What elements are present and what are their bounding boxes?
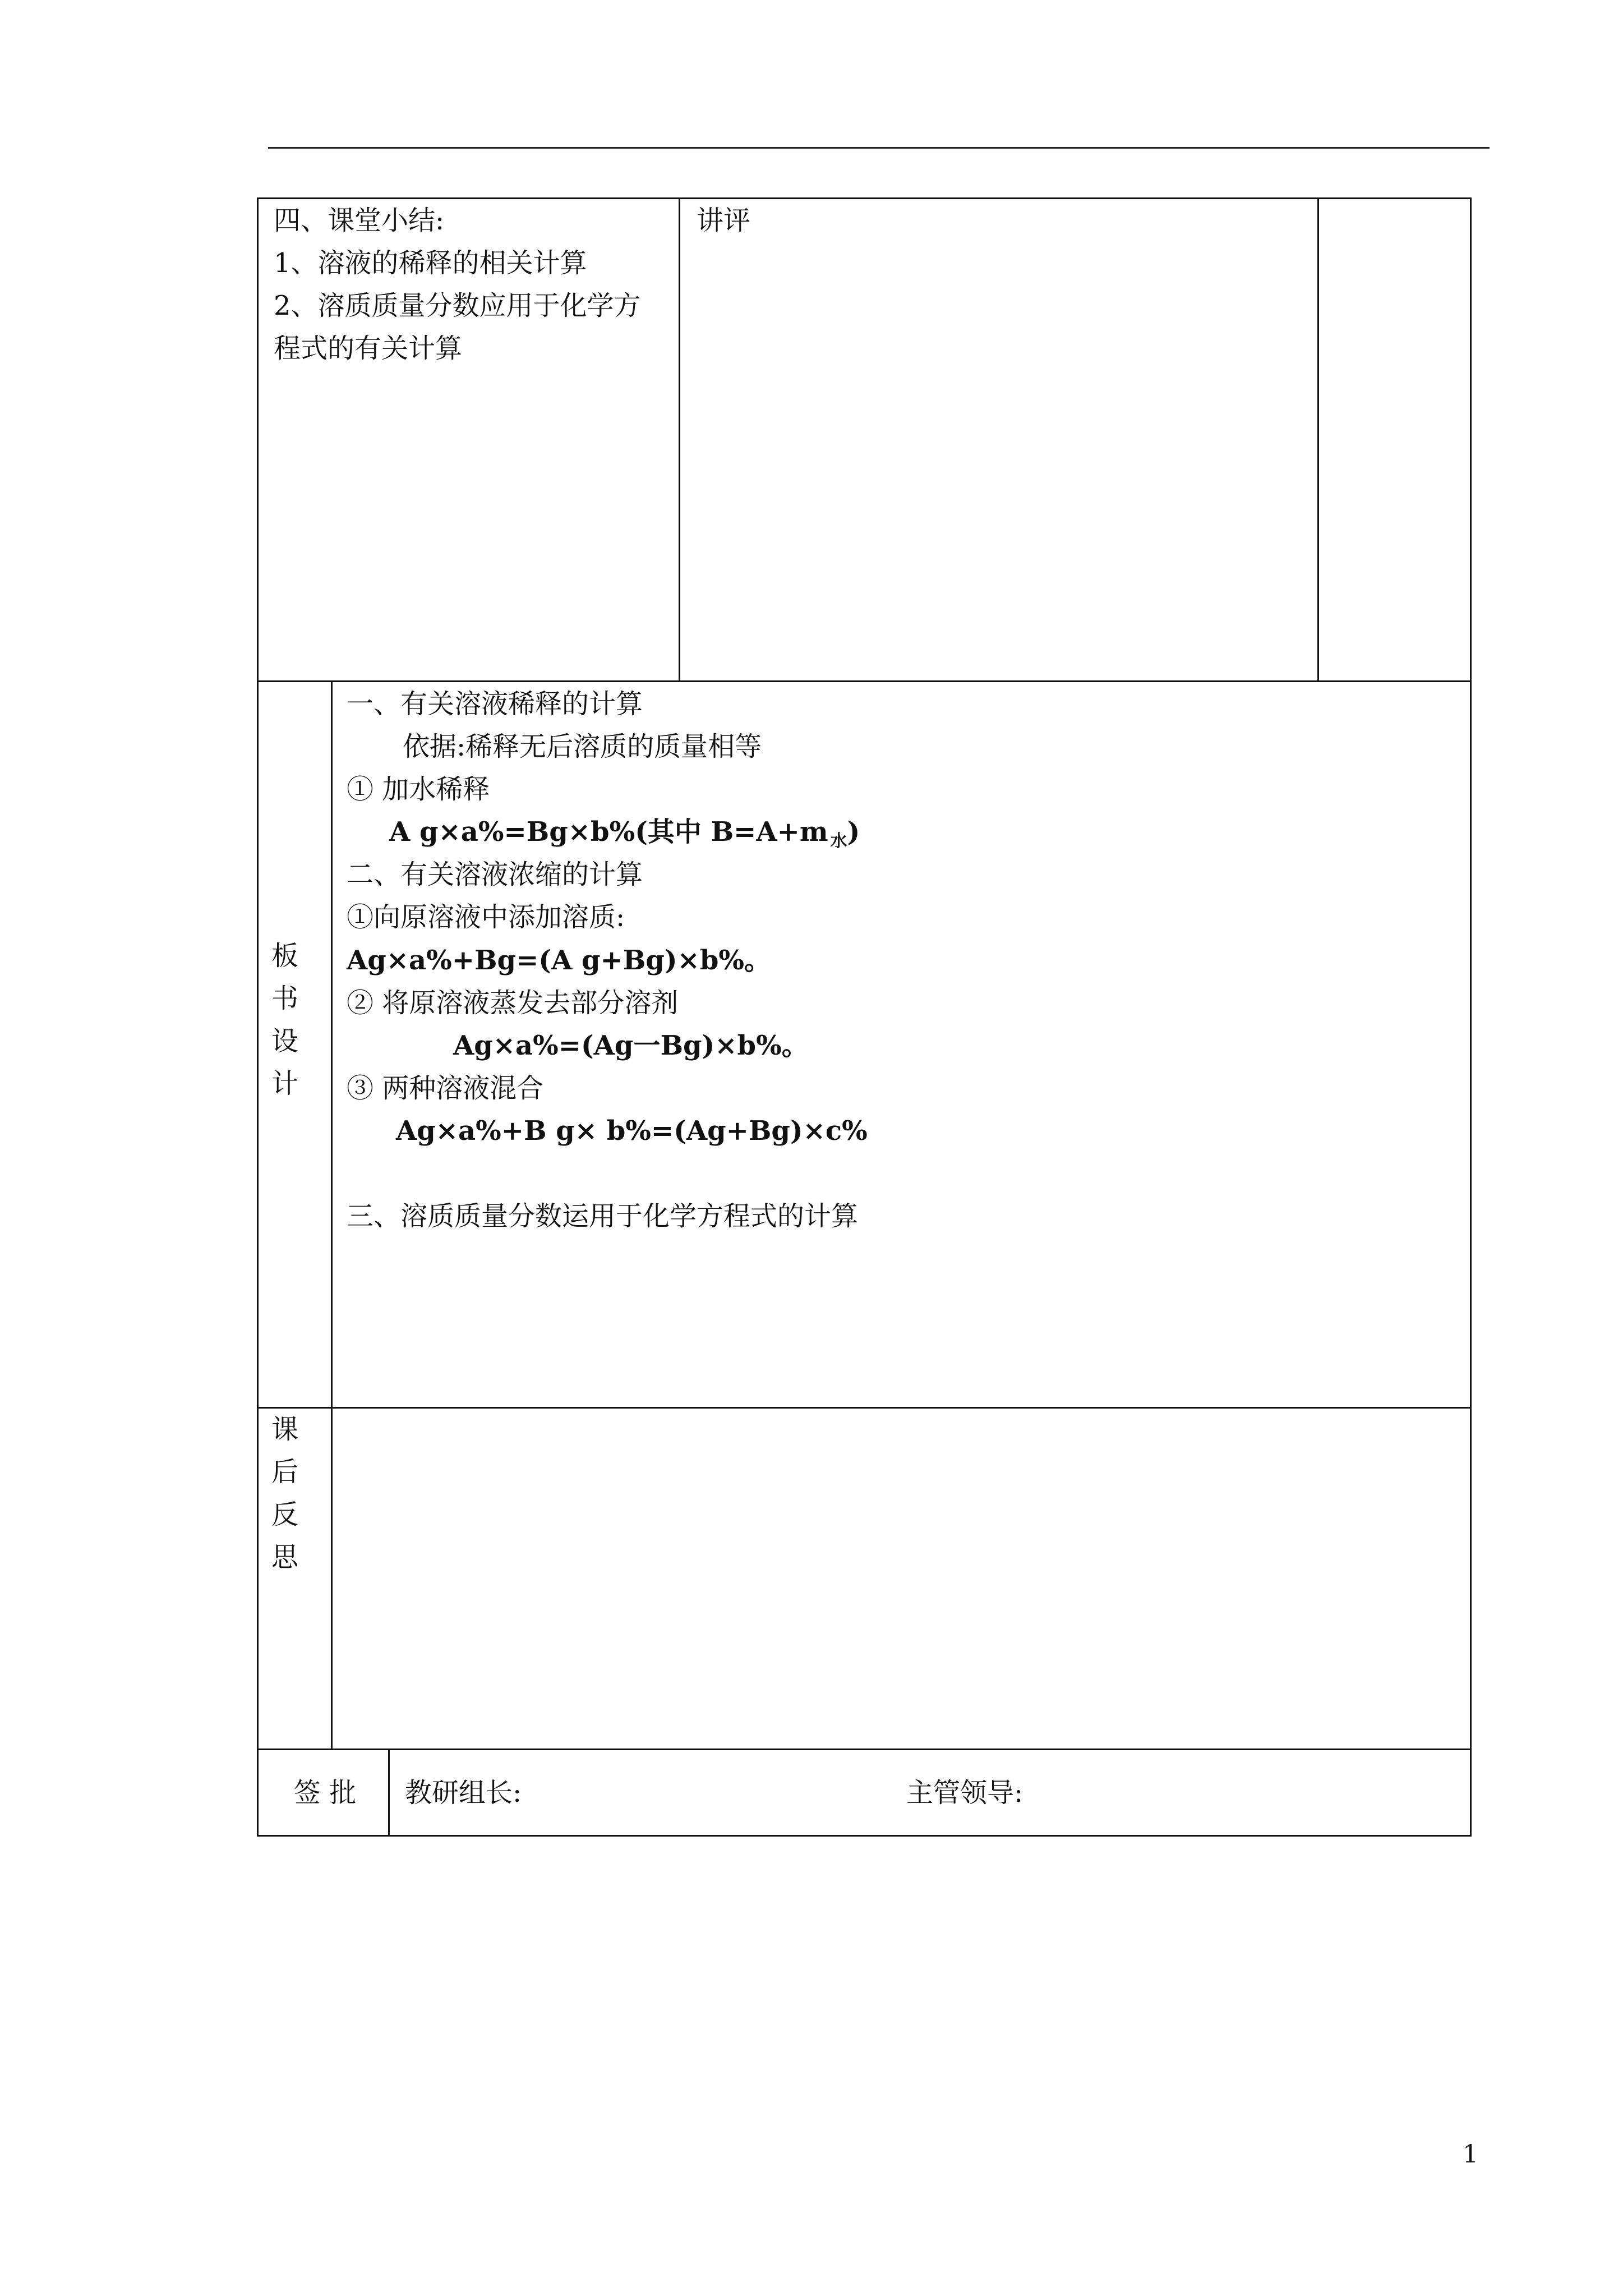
board-label-char: 书 [271, 983, 298, 1014]
reflection-label-char: 反 [271, 1499, 298, 1530]
supervisor-label: 主管领导: [906, 1777, 1023, 1809]
reflection-label [268, 1408, 302, 1579]
section-1-basis: 依据:稀释无后溶质的质量相等 [403, 731, 762, 762]
section-2-item-3: ③ 两种溶液混合 [347, 1073, 544, 1104]
section-2-title: 二、有关溶液浓缩的计算 [347, 859, 643, 890]
table-col-divider [331, 680, 333, 1750]
summary-item-1: 1、溶液的稀释的相关计算 [274, 247, 587, 279]
section-2-item-2: ② 将原溶液蒸发去部分溶剂 [347, 987, 679, 1019]
table-row-divider [257, 1407, 1472, 1409]
board-design-label [268, 935, 302, 1105]
table-row-divider [257, 680, 1472, 682]
table-col-divider [388, 1749, 390, 1837]
section-2-item-1: ①向原溶液中添加溶质: [347, 901, 625, 933]
table-row-divider [257, 1749, 1472, 1750]
board-label-char: 板 [271, 940, 298, 972]
formula-add-solute: Ag×a%+Bg=(A g+Bg)×b%。 [347, 945, 771, 976]
summary-item-2-line-1: 2、溶质质量分数应用于化学方 [274, 290, 641, 321]
reflection-label-char: 后 [271, 1456, 298, 1488]
formula-mix: Ag×a%+B g× b%=(Ag+Bg)×c% [396, 1115, 868, 1147]
table-border-right [1470, 197, 1472, 1837]
table-border-top [257, 197, 1472, 199]
formula-dilution-main: A g×a%=Bg×b%(其中 B=A+m [389, 816, 828, 848]
section-1-title: 一、有关溶液稀释的计算 [347, 688, 643, 720]
formula-dilution-end: ) [847, 816, 860, 848]
page-number: 1 [1463, 2140, 1478, 2169]
table-col-divider [1317, 197, 1319, 682]
table-border-bottom [257, 1835, 1472, 1837]
formula-evaporate: Ag×a%=(Ag一Bg)×b%。 [453, 1030, 809, 1061]
summary-item-2-line-2: 程式的有关计算 [274, 333, 463, 364]
header-rule [268, 147, 1490, 149]
section-3-title: 三、溶质质量分数运用于化学方程式的计算 [347, 1200, 859, 1232]
section-1-item-1: ① 加水稀释 [347, 774, 490, 805]
table-border-left [257, 197, 259, 1837]
formula-dilution-subscript: 水 [830, 831, 847, 851]
formula-dilution [389, 818, 860, 850]
research-leader-label: 教研组长: [405, 1777, 522, 1809]
comment-label: 讲评 [697, 205, 751, 236]
reflection-label-char: 思 [271, 1542, 298, 1573]
reflection-label-char: 课 [271, 1414, 298, 1445]
signoff-label: 签 批 [294, 1777, 357, 1809]
board-label-char: 设 [271, 1025, 298, 1057]
table-col-divider [679, 197, 680, 682]
summary-heading: 四、课堂小结: [274, 205, 445, 236]
board-label-char: 计 [271, 1068, 298, 1099]
